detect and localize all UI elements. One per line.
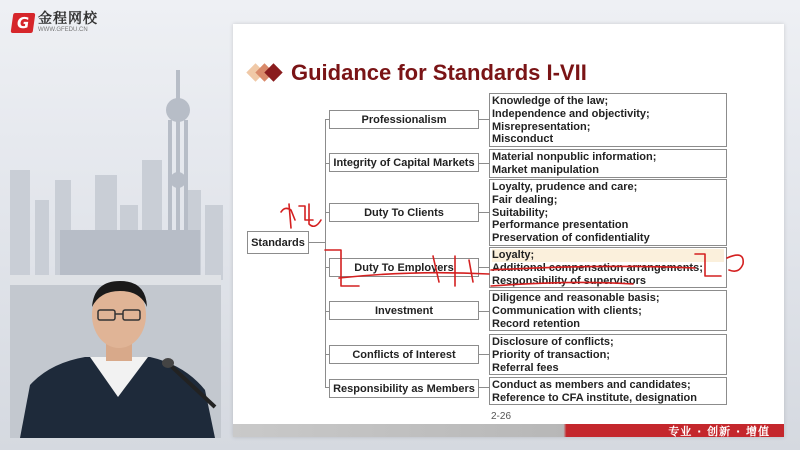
slide-title: Guidance for Standards I-VII — [291, 60, 587, 85]
details-duty-to-employers — [489, 247, 727, 288]
detail-item: Reference to CFA institute, designation — [492, 391, 697, 404]
category-label: Duty To Employers — [354, 261, 454, 274]
detail-item: Loyalty, prudence and care; — [492, 181, 638, 193]
root-label: Standards — [251, 236, 305, 249]
category-conflicts — [329, 345, 479, 364]
detail-item: Record retention — [492, 317, 581, 330]
footer-slogan: 专业 · 创新 · 增值 — [668, 425, 770, 438]
detail-item: Preservation of confidentiality — [492, 232, 650, 245]
details-duty-to-clients — [489, 179, 727, 246]
slide-title-row — [249, 60, 587, 86]
category-duty-to-clients — [329, 203, 479, 222]
details-conflicts — [489, 334, 727, 375]
category-label: Duty To Clients — [364, 206, 444, 219]
page-number: 2-26 — [491, 411, 512, 422]
connector-line — [479, 212, 489, 213]
detail-item: Conduct as members and candidates; — [492, 379, 691, 391]
connector-line — [479, 119, 489, 120]
logo-name: 金程网校 — [38, 11, 98, 27]
details-responsibility — [489, 377, 727, 405]
lecture-slide — [233, 24, 784, 437]
category-label: Conflicts of Interest — [352, 348, 456, 361]
detail-item: Communication with clients; — [492, 304, 642, 317]
root-box — [247, 231, 309, 254]
connector-line — [479, 267, 489, 268]
details-integrity — [489, 149, 727, 178]
detail-item: Material nonpublic information; — [492, 151, 657, 163]
detail-item: Misconduct — [492, 133, 554, 146]
connector-line — [325, 119, 326, 387]
detail-item: Knowledge of the law; — [492, 95, 609, 107]
details-investment — [489, 290, 727, 331]
detail-item: Market manipulation — [492, 163, 599, 176]
presenter-video — [10, 275, 221, 438]
connector-line — [309, 242, 325, 243]
category-professionalism — [329, 110, 479, 129]
category-investment — [329, 301, 479, 320]
detail-item: Responsibility of supervisors — [492, 274, 647, 287]
detail-item: Additional compensation arrangements; — [492, 261, 703, 274]
diamond-bullet-icon — [249, 63, 283, 83]
detail-item: Diligence and reasonable basis; — [492, 292, 660, 304]
detail-item: Referral fees — [492, 361, 559, 374]
detail-item: Misrepresentation; — [492, 120, 591, 133]
detail-item: Priority of transaction; — [492, 348, 610, 361]
category-label: Responsibility as Members — [333, 382, 475, 395]
category-duty-to-employers — [329, 258, 479, 277]
connector-line — [479, 163, 489, 164]
detail-item-highlighted: Loyalty; — [492, 249, 724, 262]
detail-item: Independence and objectivity; — [492, 107, 650, 120]
brand-logo — [12, 10, 98, 36]
category-label: Professionalism — [361, 113, 447, 126]
connector-line — [479, 387, 489, 388]
category-label: Investment — [374, 304, 434, 317]
details-professionalism — [489, 93, 727, 147]
connector-line — [479, 354, 489, 355]
detail-item: Disclosure of conflicts; — [492, 336, 614, 348]
logo-url: WWW.GFEDU.CN — [38, 27, 88, 33]
category-integrity — [329, 153, 479, 172]
logo-mark-icon: G — [11, 13, 36, 33]
detail-item: Suitability; — [492, 206, 549, 219]
category-responsibility — [329, 379, 479, 398]
detail-item: Performance presentation — [492, 219, 629, 232]
detail-item: Fair dealing; — [492, 193, 558, 206]
connector-line — [479, 311, 489, 312]
category-label: Integrity of Capital Markets — [333, 156, 475, 169]
